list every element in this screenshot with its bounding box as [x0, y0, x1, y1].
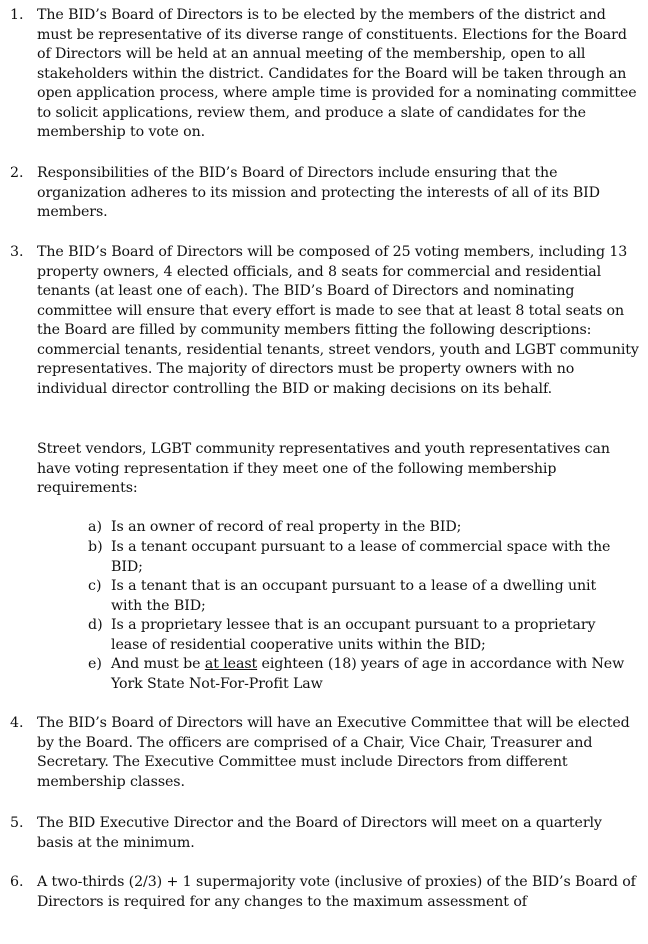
item-number: 2. [10, 165, 24, 181]
requirement-text-end: eighteen (18) years of age in accordance with New York State Not-For-Profit Law [111, 656, 625, 692]
list-item-3 [10, 243, 642, 399]
item-number: 5. [10, 815, 24, 831]
item-text: A two-thirds (2/3) + 1 supermajority vote (inclusive of proxies) of the BID’s Board of Directors is required for any changes to the maximum assessment of [37, 874, 636, 910]
requirement-a [88, 518, 628, 538]
list-item-5 [10, 814, 642, 853]
list-item-1 [10, 6, 642, 143]
requirement-text-start: And must be [111, 656, 205, 672]
membership-paragraph: Street vendors, LGBT community representatives and youth representatives can have voting representation if they meet one of the following membership requirements: [37, 441, 610, 496]
list-item-6 [10, 873, 642, 912]
requirement-text: Is a tenant that is an occupant pursuant to a lease of a dwelling unit with the BID; [111, 578, 597, 614]
item-number: 6. [10, 874, 24, 890]
requirement-text [111, 655, 628, 694]
requirement-label: b) [88, 539, 103, 555]
item-text: The BID’s Board of Directors will have an Executive Committee that will be elected by the Board. The officers are comprised of a Chair, Vice Chair, Treasurer and Secretary. The Executive Committee must include Directors from different membership classes. [37, 715, 630, 790]
requirement-label: d) [88, 617, 103, 633]
underlined-phrase: at least [204, 656, 258, 672]
item-number: 4. [10, 715, 24, 731]
item-text: Responsibilities of the BID’s Board of Directors include ensuring that the organization adheres to its mission and protecting the interests of all of its BID members. [37, 165, 600, 220]
requirement-d [88, 616, 628, 655]
item-number: 3. [10, 244, 24, 260]
requirement-label: e) [88, 656, 102, 672]
requirement-text: Is a tenant occupant pursuant to a lease of commercial space with the BID; [111, 539, 611, 575]
requirement-e [88, 655, 628, 694]
list-item-2 [10, 164, 642, 223]
requirement-text: Is a proprietary lessee that is an occupant pursuant to a proprietary lease of residential cooperative units within the BID; [111, 617, 596, 653]
item-number: 1. [10, 7, 24, 23]
requirement-label: c) [88, 578, 102, 594]
requirement-b [88, 538, 628, 577]
requirement-c [88, 577, 628, 616]
item-text: The BID’s Board of Directors is to be elected by the members of the district and must be representative of its diverse range of constituents. Elections for the Board of Directors will be held at an annual meeting of the membership, open to all stakeholders within the district. Candidates for the Board will be taken through an open application process, where ample time is provided for a nominating committee to solicit applications, review them, and produce a slate of candidates for the membership to vote on. [37, 7, 637, 140]
list-item-4 [10, 714, 642, 792]
requirement-text: Is an owner of record of real property in the BID; [111, 519, 462, 535]
requirement-label: a) [88, 519, 102, 535]
item-text: The BID’s Board of Directors will be composed of 25 voting members, including 13 property owners, 4 elected officials, and 8 seats for commercial and residential tenants (at least one of each). The BID’s Board of Directors and nominating committee will ensure that every effort is made to see that at least 8 total seats on the Board are filled by community members fitting the following descriptions: commercial tenants, residential tenants, street vendors, youth and LGBT community representatives. The majority of directors must be property owners with no individual director controlling the BID or making decisions on its behalf. [37, 244, 639, 397]
item-text: The BID Executive Director and the Board of Directors will meet on a quarterly basis at the minimum. [37, 815, 602, 851]
